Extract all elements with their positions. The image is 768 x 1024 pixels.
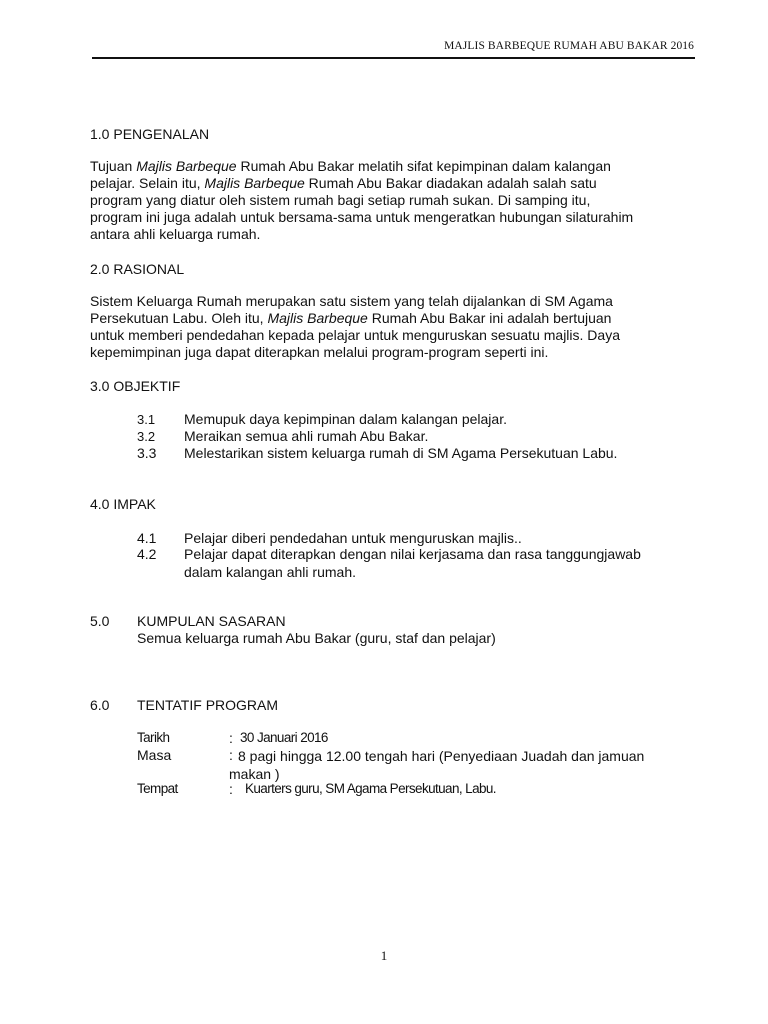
section-number: 5.0 [90,613,110,629]
section-heading-tentatif: TENTATIF PROGRAM [137,697,279,713]
header-rule [92,57,695,59]
list-number: 3.2 [137,429,156,444]
list-number: 4.1 [137,530,157,546]
schedule-colon: : [229,747,233,763]
paragraph-rasional [90,293,694,361]
para-line: Tujuan Majlis Barbeque Rumah Abu Bakar melatih sifat kepimpinan dalam kalangan [90,158,611,174]
para-line: program yang diatur oleh sistem rumah bagi setiap rumah sukan. Di samping itu, [90,192,591,208]
section-heading-impak: 4.0 IMPAK [90,496,156,512]
list-item: Meraikan semua ahli rumah Abu Bakar. [184,428,429,444]
schedule-key-masa: Masa [137,747,172,763]
para-line: antara ahli keluarga rumah. [90,226,261,242]
section-number: 6.0 [90,697,110,713]
section-heading-rasional: 2.0 RASIONAL [90,261,185,277]
list-item: Melestarikan sistem keluarga rumah di SM Agama Persekutuan Labu. [184,445,618,461]
schedule-value-tempat: Kuarters guru, SM Agama Persekutuan, Labu. [245,781,496,796]
list-item: Memupuk daya kepimpinan dalam kalangan pelajar. [184,411,507,427]
list-item-line: dalam kalangan ahli rumah. [184,564,356,580]
section-heading-kumpulan-sasaran: KUMPULAN SASARAN [137,613,286,629]
schedule-value-line: 8 pagi hingga 12.00 tengah hari (Penyediaan Juadah dan jamuan [238,748,645,764]
section-heading-pengenalan: 1.0 PENGENALAN [90,126,210,142]
para-line: untuk memberi pendedahan kepada pelajar untuk menguruskan sesuatu majlis. Daya [90,327,620,343]
schedule-colon: : [229,781,233,797]
list-number: 3.1 [137,412,156,427]
schedule-value-line: makan ) [229,766,280,782]
para-line: pelajar. Selain itu, Majlis Barbeque Rumah Abu Bakar diadakan adalah salah satu [90,175,597,191]
para-line: Persekutuan Labu. Oleh itu, Majlis Barbeque Rumah Abu Bakar ini adalah bertujuan [90,310,612,326]
section-heading-objektif: 3.0 OBJEKTIF [90,378,181,394]
paragraph-pengenalan [90,158,694,243]
para-line: Sistem Keluarga Rumah merupakan satu sistem yang telah dijalankan di SM Agama [90,293,613,309]
para-line: program ini juga adalah untuk bersama-sama untuk mengeratkan hubungan silaturahim [90,209,634,225]
para-line: kepemimpinan juga dapat diterapkan melalui program-program seperti ini. [90,344,549,360]
target-group-text: Semua keluarga rumah Abu Bakar (guru, staf dan pelajar) [137,630,496,646]
schedule-key-tempat: Tempat [137,781,178,796]
schedule-key-tarikh: Tarikh [137,730,170,745]
list-number: 4.2 [137,546,157,562]
schedule-colon: : [229,730,233,746]
list-item-line: Pelajar dapat diterapkan dengan nilai kerjasama dan rasa tanggungjawab [184,546,641,562]
list-item: Pelajar diberi pendedahan untuk menguruskan majlis.. [184,530,522,546]
list-item [184,545,694,581]
schedule-value-masa [229,747,694,783]
list-number: 3.3 [137,445,157,461]
schedule-value-tarikh: 30 Januari 2016 [240,730,328,745]
page-number: 1 [380,948,388,963]
running-header: MAJLIS BARBEQUE RUMAH ABU BAKAR 2016 [444,40,694,52]
